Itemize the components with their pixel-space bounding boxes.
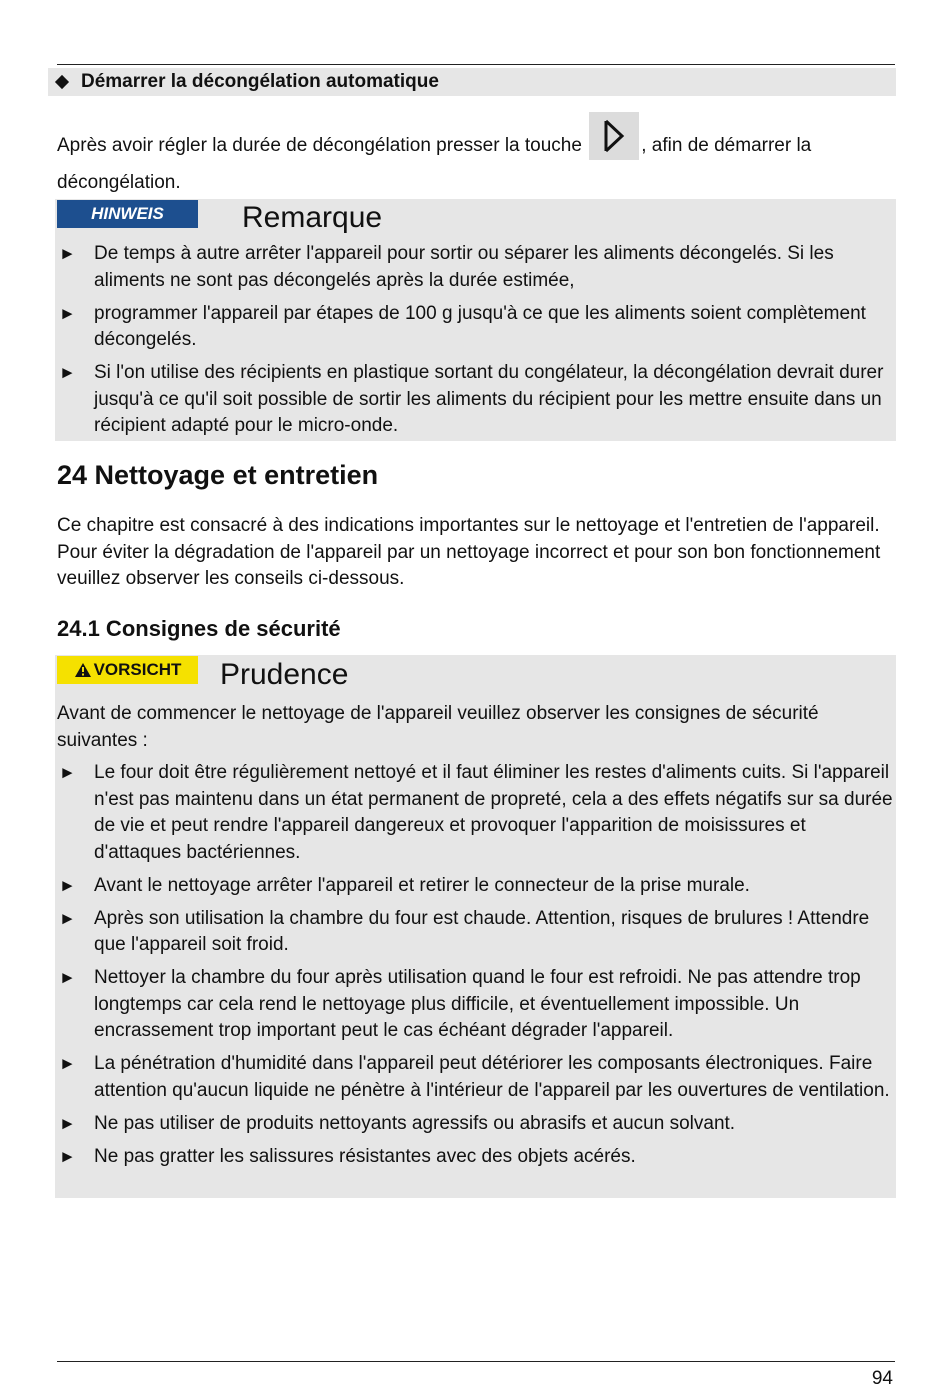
subsection-title: 24.1 Consignes de sécurité xyxy=(57,616,341,641)
remarque-title: Remarque xyxy=(242,201,383,234)
arrow-bullet-icon: ► xyxy=(59,763,76,782)
chapter-title: 24 Nettoyage et entretien xyxy=(57,460,379,490)
arrow-bullet-icon: ► xyxy=(59,363,76,382)
vorsicht-badge xyxy=(57,656,198,684)
chapter-paragraph: Ce chapitre est consacré à des indications importantes sur le nettoyage et l'entretien de l'appareil. Pour éviter la dégradation de l'appareil par un nettoyage incorrect et pour son bon fonctionnement veuillez observer les conseils ci-dessous. xyxy=(57,515,881,589)
list-item: ► Ne pas gratter les salissures résistantes avec des objets acérés. xyxy=(55,1144,896,1171)
bottom-rule xyxy=(57,1361,895,1362)
page-number: 94 xyxy=(871,1368,893,1389)
arrow-bullet-icon: ► xyxy=(59,968,76,987)
prudence-title: Prudence xyxy=(220,658,349,691)
arrow-bullet-icon: ► xyxy=(59,875,76,895)
diamond-bullet-icon xyxy=(55,75,69,89)
list-item: ► programmer l'appareil par étapes de 100 g jusqu'à ce que les aliments soient complètement décongelés. xyxy=(59,302,866,350)
list-item: ► Avant le nettoyage arrêter l'appareil et retirer le connecteur de la prise murale. xyxy=(55,873,896,900)
intro-text-before: Après avoir régler la durée de décongélation presser la touche xyxy=(57,135,582,157)
arrow-bullet-icon: ► xyxy=(59,303,76,323)
list-item: ► Si l'on utilise des récipients en plastique sortant du congélateur, la décongélation devrait durer jusqu'à ce qu'il soit possible de sortir les aliments du récipient pour les mettre ensuite dans un récipient adapté pour le micro-onde. xyxy=(59,362,884,436)
list-item: ► Après son utilisation la chambre du four est chaude. Attention, risques de brulures ! Attendre que l'appareil soit froid. xyxy=(59,907,870,955)
arrow-bullet-icon: ► xyxy=(59,244,76,263)
prudence-notice xyxy=(55,655,896,1198)
arrow-bullet-icon: ► xyxy=(59,1113,76,1133)
prudence-list xyxy=(55,760,896,1170)
section-header xyxy=(48,68,896,96)
prudence-lead: Avant de commencer le nettoyage de l'appareil veuillez observer les consignes de sécurité suivantes : xyxy=(57,703,819,751)
top-rule xyxy=(57,64,895,65)
play-icon xyxy=(589,112,639,160)
arrow-bullet-icon: ► xyxy=(59,1054,76,1073)
list-item: ► Nettoyer la chambre du four après utilisation quand le four est refroidi. Ne pas attendre trop longtemps car cela rend le nettoyage plus difficile, et éventuellement impossible. Un encrassement trop important peut le cas échéant dégrader l'appareil. xyxy=(59,967,861,1041)
arrow-bullet-icon: ► xyxy=(59,1146,76,1166)
arrow-bullet-icon: ► xyxy=(59,908,76,928)
start-key-icon xyxy=(589,112,639,160)
list-item: ► La pénétration d'humidité dans l'appareil peut détériorer les composants électroniques. Faire attention qu'aucun liquide ne pénètre à l'intérieur de l'appareil par les ouvertures de ventilation. xyxy=(59,1053,890,1101)
remarque-list xyxy=(55,241,896,440)
intro-paragraph xyxy=(57,122,897,197)
remarque-notice xyxy=(55,199,896,441)
intro-text-after: , afin de démarrer la décongélation. xyxy=(57,135,812,193)
list-item: ► De temps à autre arrêter l'appareil pour sortir ou séparer les aliments décongelés. Si les aliments ne sont pas décongelés après la durée estimée, xyxy=(59,243,834,291)
warning-triangle-icon xyxy=(74,662,92,678)
section-title: Démarrer la décongélation automatique xyxy=(81,71,439,92)
hinweis-badge: HINWEIS xyxy=(57,200,198,228)
list-item: ► Le four doit être régulièrement nettoyé et il faut éliminer les restes d'aliments cuits. Si l'appareil n'est pas maintenu dans un état permanent de propreté, cela a des effets négatifs sur sa durée de vie et peut rendre l'appareil dangereux et provoquer l'apparition de moisissures et d'attaques bactériennes. xyxy=(59,762,893,863)
list-item: ► Ne pas utiliser de produits nettoyants agressifs ou abrasifs et aucun solvant. xyxy=(55,1111,896,1138)
vorsicht-label: VORSICHT xyxy=(93,660,182,679)
